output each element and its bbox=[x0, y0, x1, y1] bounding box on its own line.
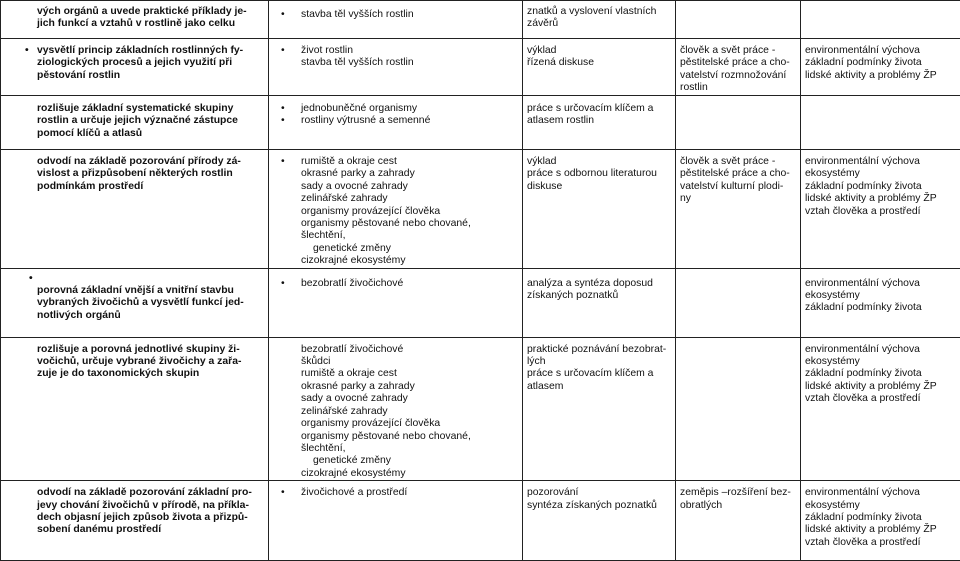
links-line: člověk a svět práce - bbox=[680, 156, 796, 168]
themes-line: environmentální výchova bbox=[805, 487, 956, 499]
methods-line: analýza a syntéza doposud bbox=[527, 278, 671, 290]
criterion-line: vislost a přizpůsobení některých rostlin bbox=[37, 168, 264, 180]
methods-line: závěrů bbox=[527, 18, 671, 30]
topics-cell bbox=[269, 337, 523, 480]
list-item: • bezobratlí živočichové bbox=[273, 278, 518, 290]
themes-line: ekosystémy bbox=[805, 500, 956, 512]
criterion-line: porovná základní vnější a vnitřní stavbu bbox=[37, 285, 264, 297]
criterion-cell bbox=[1, 1, 269, 39]
list-item: • živočichové a prostředí bbox=[273, 487, 518, 499]
themes-line: lidské aktivity a problémy ŽP bbox=[805, 70, 956, 82]
links-cell bbox=[676, 337, 801, 480]
criterion-line: dech objasní jejich způsob života a přizpů- bbox=[37, 512, 264, 524]
list-item: zelinářské zahrady bbox=[273, 406, 518, 418]
themes-cell bbox=[801, 481, 960, 561]
bullet-icon: • bbox=[281, 487, 285, 499]
methods-cell bbox=[523, 1, 676, 39]
criterion-line: odvodí na základě pozorování přírody zá- bbox=[37, 156, 264, 168]
bullet-icon: • bbox=[281, 9, 285, 21]
themes-cell bbox=[801, 96, 960, 150]
table-row bbox=[1, 268, 960, 337]
links-line: člověk a svět práce - bbox=[680, 45, 796, 57]
links-cell bbox=[676, 481, 801, 561]
themes-line: lidské aktivity a problémy ŽP bbox=[805, 381, 956, 393]
methods-cell bbox=[523, 268, 676, 337]
list-item: zelinářské zahrady bbox=[273, 193, 518, 205]
themes-cell bbox=[801, 268, 960, 337]
criterion-cell bbox=[1, 481, 269, 561]
list-item: škůdci bbox=[273, 356, 518, 368]
links-cell bbox=[676, 96, 801, 150]
links-line: pěstitelské práce a cho- bbox=[680, 168, 796, 180]
methods-line: práce s odbornou literaturou bbox=[527, 168, 671, 180]
list-item: • rostliny výtrusné a semenné bbox=[273, 115, 518, 127]
criterion-line: vočichů, určuje vybrané živočichy a zařa- bbox=[37, 356, 264, 368]
methods-line: znatků a vyslovení vlastních bbox=[527, 6, 671, 18]
methods-line: atlasem rostlin bbox=[527, 115, 671, 127]
links-line: vatelství rozmnožování bbox=[680, 70, 796, 82]
criterion-cell bbox=[1, 268, 269, 337]
table-row bbox=[1, 150, 960, 269]
list-item: okrasné parky a zahrady bbox=[273, 381, 518, 393]
links-line: ny bbox=[680, 193, 796, 205]
list-item: • rumiště a okraje cest bbox=[273, 156, 518, 168]
criterion-line: rozlišuje a porovná jednotlivé skupiny ži- bbox=[37, 344, 264, 356]
list-item: organismy provázející člověka bbox=[273, 418, 518, 430]
bullet-icon: • bbox=[281, 278, 285, 290]
bullet-icon: • bbox=[281, 45, 285, 57]
methods-line: výklad bbox=[527, 45, 671, 57]
criterion-line: notlivých orgánů bbox=[37, 310, 264, 322]
themes-line: ekosystémy bbox=[805, 168, 956, 180]
criterion-line: jich funkcí a vztahů v rostlině jako celku bbox=[37, 18, 264, 30]
list-item: cizokrajné ekosystémy bbox=[273, 468, 518, 480]
links-line: vatelství kulturní plodi- bbox=[680, 181, 796, 193]
bullet-icon: • bbox=[281, 156, 285, 168]
table-row bbox=[1, 96, 960, 150]
table-row bbox=[1, 1, 960, 39]
themes-cell bbox=[801, 150, 960, 269]
criterion-line: pomocí klíčů a atlasů bbox=[37, 128, 264, 140]
methods-line: diskuse bbox=[527, 181, 671, 193]
themes-line: vztah člověka a prostředí bbox=[805, 393, 956, 405]
themes-cell bbox=[801, 337, 960, 480]
topics-cell bbox=[269, 96, 523, 150]
topics-cell bbox=[269, 268, 523, 337]
methods-cell bbox=[523, 150, 676, 269]
links-cell bbox=[676, 150, 801, 269]
themes-line: základní podmínky života bbox=[805, 368, 956, 380]
criterion-cell bbox=[1, 150, 269, 269]
methods-line: řízená diskuse bbox=[527, 57, 671, 69]
methods-cell bbox=[523, 39, 676, 96]
criterion-line: vybraných živočichů a vysvětlí funkcí jed- bbox=[37, 297, 264, 309]
methods-line: lých bbox=[527, 356, 671, 368]
themes-line: vztah člověka a prostředí bbox=[805, 537, 956, 549]
list-item: bezobratlí živočichové bbox=[273, 344, 518, 356]
criterion-cell bbox=[1, 96, 269, 150]
bullet-icon: • bbox=[29, 273, 264, 285]
themes-line: vztah člověka a prostředí bbox=[805, 206, 956, 218]
themes-cell bbox=[801, 1, 960, 39]
list-item: • stavba těl vyšších rostlin bbox=[273, 9, 518, 21]
topics-cell bbox=[269, 150, 523, 269]
table-row bbox=[1, 39, 960, 96]
methods-line: práce s určovacím klíčem a bbox=[527, 368, 671, 380]
links-cell bbox=[676, 1, 801, 39]
list-item: sady a ovocné zahrady bbox=[273, 181, 518, 193]
criterion-cell bbox=[1, 39, 269, 96]
methods-line: praktické poznávání bezobrat- bbox=[527, 344, 671, 356]
criterion-cell bbox=[1, 337, 269, 480]
themes-cell bbox=[801, 39, 960, 96]
criterion-line: pěstování rostlin bbox=[37, 70, 264, 82]
bullet-icon: • bbox=[25, 45, 29, 57]
themes-line: environmentální výchova bbox=[805, 156, 956, 168]
criterion-line: jevy chování živočichů v přírodě, na příkla- bbox=[37, 500, 264, 512]
list-item: cizokrajné ekosystémy bbox=[273, 255, 518, 267]
list-item: sady a ovocné zahrady bbox=[273, 393, 518, 405]
criterion-line: rozlišuje základní systematické skupiny bbox=[37, 103, 264, 115]
methods-cell bbox=[523, 96, 676, 150]
list-item: organismy pěstované nebo chované, šlechtění, bbox=[273, 431, 518, 456]
links-line: obratlých bbox=[680, 500, 796, 512]
list-item: organismy pěstované nebo chované, šlechtění, bbox=[273, 218, 518, 243]
criterion-line: rostlin a určuje jejich význačné zástupce bbox=[37, 115, 264, 127]
themes-line: základní podmínky života bbox=[805, 57, 956, 69]
criterion-line: zuje je do taxonomických skupin bbox=[37, 368, 264, 380]
themes-line: environmentální výchova bbox=[805, 45, 956, 57]
methods-line: práce s určovacím klíčem a bbox=[527, 103, 671, 115]
criterion-line: sobení danému prostředí bbox=[37, 524, 264, 536]
links-cell bbox=[676, 268, 801, 337]
criterion-line: ziologických procesů a jejich využití při bbox=[37, 57, 264, 69]
links-line: rostlin bbox=[680, 82, 796, 94]
criterion-line: odvodí na základě pozorování základní pro- bbox=[37, 487, 264, 499]
themes-line: základní podmínky života bbox=[805, 181, 956, 193]
themes-line: lidské aktivity a problémy ŽP bbox=[805, 524, 956, 536]
criterion-line: vých orgánů a uvede praktické příklady je- bbox=[37, 6, 264, 18]
list-item: stavba těl vyšších rostlin bbox=[273, 57, 518, 69]
list-item: rumiště a okraje cest bbox=[273, 368, 518, 380]
list-item: okrasné parky a zahrady bbox=[273, 168, 518, 180]
links-cell bbox=[676, 39, 801, 96]
table-row bbox=[1, 481, 960, 561]
themes-line: lidské aktivity a problémy ŽP bbox=[805, 193, 956, 205]
criterion-line: vysvětlí princip základních rostlinných fy- bbox=[37, 45, 264, 57]
bullet-icon: • bbox=[281, 115, 285, 127]
methods-line: atlasem bbox=[527, 381, 671, 393]
topics-cell bbox=[269, 39, 523, 96]
links-line: pěstitelské práce a cho- bbox=[680, 57, 796, 69]
methods-line: pozorování bbox=[527, 487, 671, 499]
list-item: organismy provázející člověka bbox=[273, 206, 518, 218]
themes-line: základní podmínky života bbox=[805, 302, 956, 314]
methods-line: výklad bbox=[527, 156, 671, 168]
methods-line: syntéza získaných poznatků bbox=[527, 500, 671, 512]
methods-cell bbox=[523, 337, 676, 480]
list-item: genetické změny bbox=[273, 455, 518, 467]
links-line: zeměpis –rozšíření bez- bbox=[680, 487, 796, 499]
list-item: genetické změny bbox=[273, 243, 518, 255]
themes-line: základní podmínky života bbox=[805, 512, 956, 524]
table-row bbox=[1, 337, 960, 480]
themes-line: ekosystémy bbox=[805, 290, 956, 302]
themes-line: environmentální výchova bbox=[805, 344, 956, 356]
list-item: • jednobuněčné organismy bbox=[273, 103, 518, 115]
topics-cell bbox=[269, 1, 523, 39]
themes-line: ekosystémy bbox=[805, 356, 956, 368]
methods-line: získaných poznatků bbox=[527, 290, 671, 302]
themes-line: environmentální výchova bbox=[805, 278, 956, 290]
criterion-line: podmínkám prostředí bbox=[37, 181, 264, 193]
methods-cell bbox=[523, 481, 676, 561]
topics-cell bbox=[269, 481, 523, 561]
bullet-icon: • bbox=[281, 103, 285, 115]
list-item: • život rostlin bbox=[273, 45, 518, 57]
